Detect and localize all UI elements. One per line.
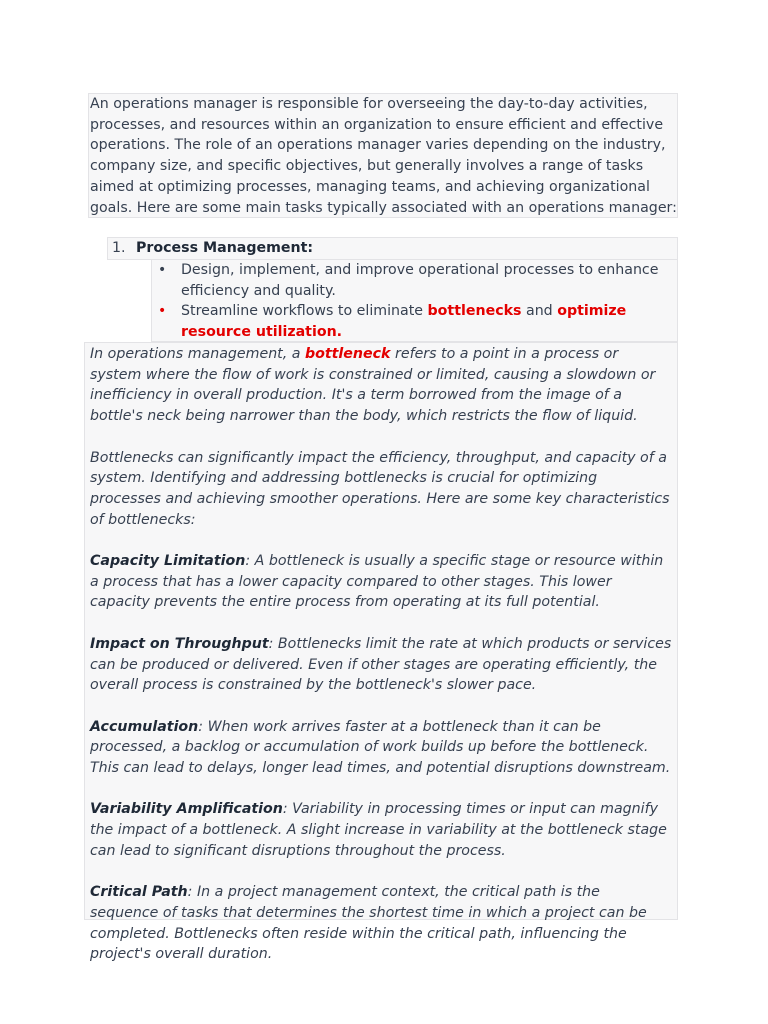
bullet-item-design: Design, implement, and improve operational processes to enhance efficiency and quality.	[181, 262, 659, 299]
impact-paragraph: Bottlenecks can significantly impact the efficiency, throughput, and capacity of a system. Identifying and addressing bottlenecks is crucial for optimizing processes and achieving smoother operations. Here are some key characteristics of bottlenecks:	[90, 449, 670, 528]
characteristic-critical-path	[90, 882, 672, 965]
characteristic-desc: : Variability in processing times or input can magnify the impact of a bottleneck. A slight increase in variability at the bottleneck stage can lead to significant disruptions throughout the process.	[90, 801, 667, 859]
bullet-prefix: Streamline workflows to eliminate	[181, 303, 428, 319]
characteristic-desc: : In a project management context, the critical path is the sequence of tasks that determines the shortest time in which a project can be completed. Bottlenecks often reside within the critical path, influencing the project's overall duration.	[90, 884, 647, 963]
definition-intro: In operations management, a	[90, 346, 305, 362]
explanation-text	[90, 344, 672, 965]
characteristic-term: Impact on Throughput	[90, 635, 269, 652]
characteristic-term: Capacity Limitation	[90, 553, 246, 569]
definition-rest: refers to a point in a process or system where the flow of work is constrained or limited, causing a slowdown or inefficiency in overall production. It's a term borrowed from the image of a bottle's neck being narrower than the body, which restricts the flow of liquid.	[90, 346, 656, 425]
characteristic-desc: : A bottleneck is usually a specific stage or resource within a process that has a lower capacity compared to other stages. This lower capacity prevents the entire process from operating at its full potential.	[90, 553, 664, 611]
bullet-dot-icon: •	[158, 303, 167, 319]
bottlenecks-highlight: bottlenecks	[427, 303, 522, 319]
characteristic-term: Accumulation	[90, 718, 199, 735]
characteristic-accumulation	[90, 717, 672, 779]
characteristic-term: Critical Path	[90, 884, 188, 901]
bullet-dot-icon: •	[158, 262, 167, 278]
intro-paragraph: An operations manager is responsible for overseeing the day-to-day activities, processes, and resources within an organization to ensure efficient and effective operations. The role of an operations manager varies depending on the industry, company size, and specific objectives, but generally involves a range of tasks aimed at optimizing processes, managing teams, and achieving organizational goals. Here are some main tasks typically associated with an operations manager:	[90, 96, 677, 216]
optimize-highlight: optimize resource utilization.	[181, 303, 627, 340]
bottleneck-term: bottleneck	[304, 346, 391, 362]
characteristic-throughput	[90, 634, 672, 696]
characteristic-capacity	[90, 551, 672, 613]
bullet-item-streamline	[181, 301, 671, 342]
bullet-middle: and	[521, 303, 558, 319]
list-number: 1.	[112, 240, 126, 256]
characteristic-term: Variability Amplification	[90, 801, 283, 818]
characteristic-desc: : Bottlenecks limit the rate at which products or services can be produced or delivered. Even if other stages are operating efficiently, the overall process is constrained by the bottleneck's slower pace.	[90, 635, 672, 694]
list-heading: Process Management:	[136, 240, 314, 256]
definition-paragraph	[90, 344, 672, 427]
characteristic-desc: : When work arrives faster at a bottleneck than it can be processed, a backlog or accumulation of work builds up before the bottleneck. This can lead to delays, longer lead times, and potential disruptions downstream.	[90, 718, 671, 776]
characteristic-variability	[90, 799, 672, 861]
